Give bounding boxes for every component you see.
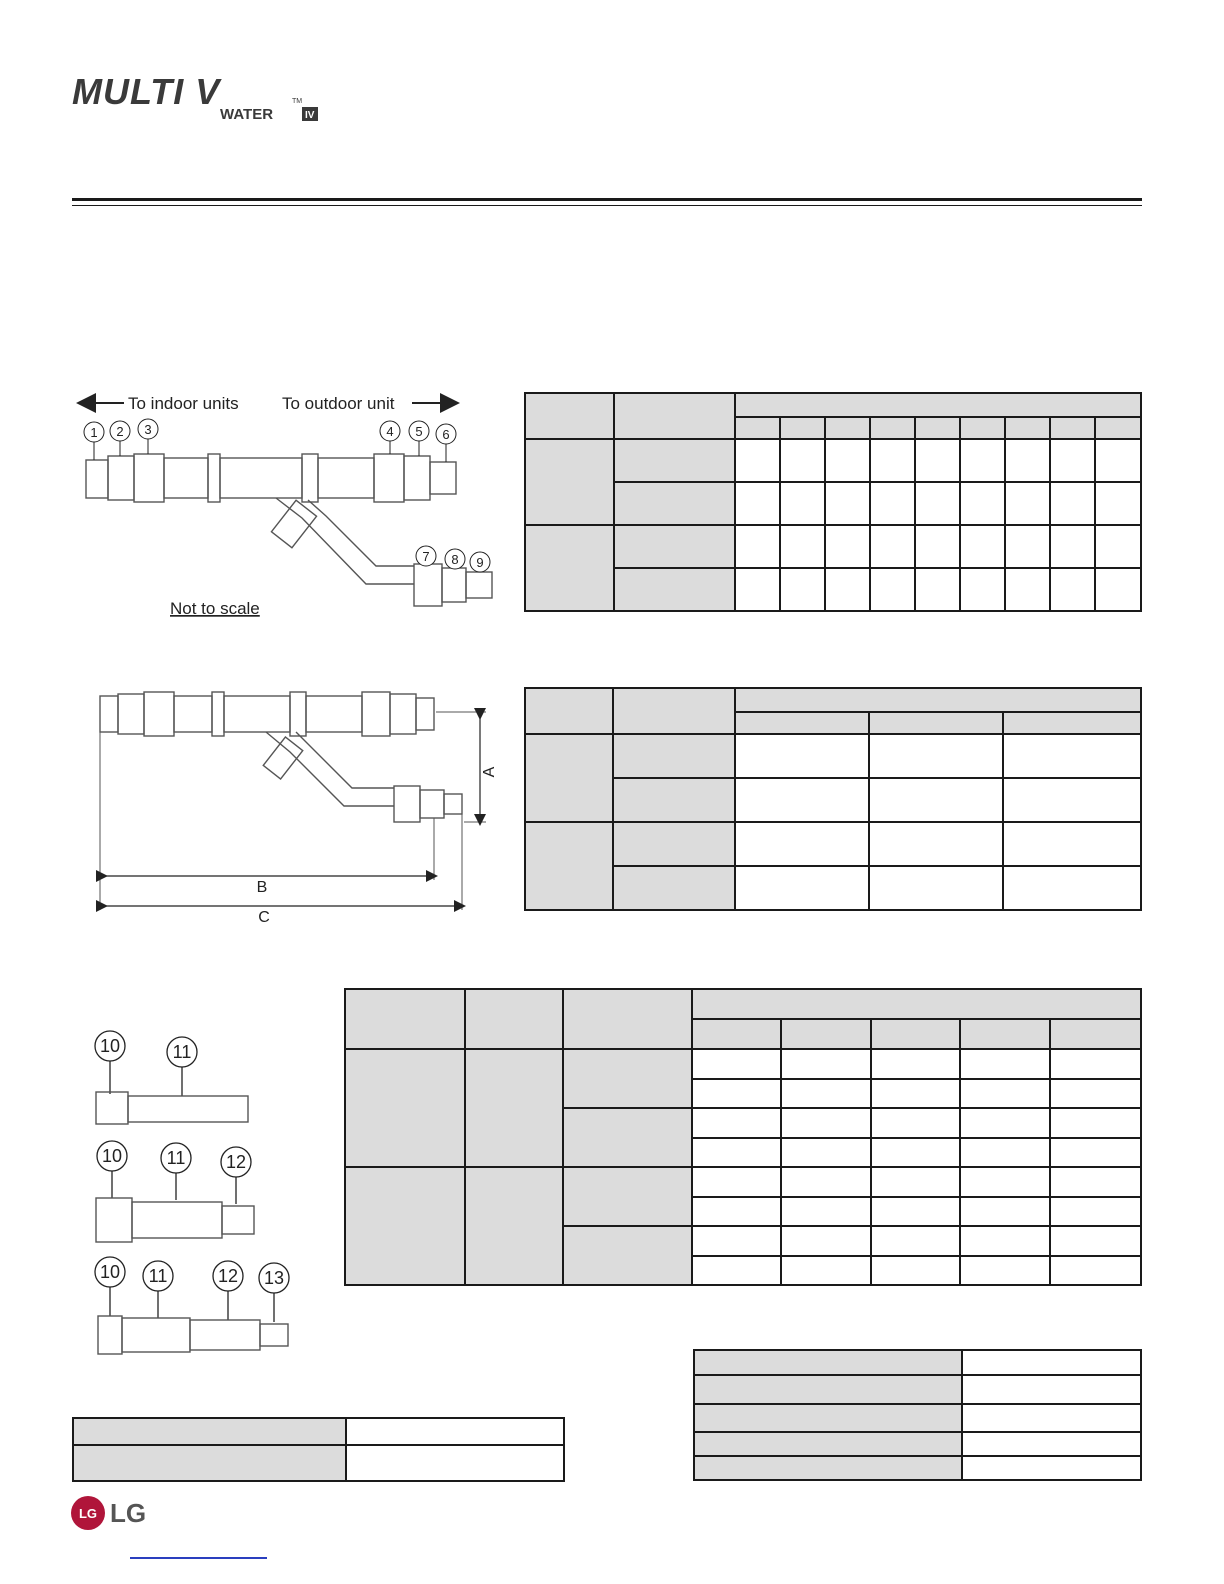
table-cell [694,1456,962,1480]
table-cell [960,439,1005,482]
table-cell [869,866,1003,910]
table-cell [870,417,915,439]
table-cell [692,1226,781,1256]
table-cell [1003,734,1141,778]
table-cell [613,734,735,778]
table-cell [735,439,780,482]
table-cell [781,1226,871,1256]
table-cell [614,525,735,568]
table-cell [563,1108,692,1167]
table-cell [614,482,735,525]
table-cell [735,568,780,611]
table-cell [525,822,613,910]
table-cell [1050,1167,1141,1197]
table-cell [614,439,735,482]
dimension-diagram [90,684,510,930]
callout-1 [84,422,104,460]
table-cell [871,1256,960,1285]
lg-logo [70,1494,160,1534]
table-cell [870,525,915,568]
table-cell [869,734,1003,778]
table-cell [780,417,825,439]
callout-3 [138,419,158,454]
svg-text:13: 13 [263,1268,285,1288]
svg-text:4: 4 [386,424,394,439]
table-cell [869,822,1003,866]
svg-text:5: 5 [415,424,423,439]
table-cell [780,482,825,525]
table-cell [735,822,869,866]
table-cell [1005,439,1050,482]
main-pipe [86,454,492,606]
table-cell [781,1256,871,1285]
table-cell [563,1049,692,1108]
table-cell [962,1375,1141,1404]
table-cell [346,1445,564,1481]
table-cell [345,1167,465,1285]
table-cell [960,417,1005,439]
table-cell [781,1108,871,1138]
callout-7 [416,546,436,566]
table-cell [870,439,915,482]
table-cell [1050,439,1095,482]
table-cell [960,1049,1050,1079]
table-cell [960,1226,1050,1256]
table-cell [563,1226,692,1285]
table-cell [962,1404,1141,1432]
table-cell [735,734,869,778]
table-cell [871,1167,960,1197]
table-cell [962,1350,1141,1375]
table-cell [1095,525,1141,568]
table-cell [825,525,870,568]
svg-text:12: 12 [225,1152,247,1172]
table-cell [960,525,1005,568]
table-cell [1050,1256,1141,1285]
table-cell [73,1418,346,1445]
table-cell [525,439,614,525]
table-cell [735,525,780,568]
table-cell [563,989,692,1049]
table-cell [694,1432,962,1456]
table-cell [465,1167,563,1285]
table-cell [781,1049,871,1079]
table-cell [692,989,1141,1019]
svg-text:11: 11 [172,1042,192,1062]
table-cell [825,417,870,439]
table-cell [962,1456,1141,1480]
table-cell [1050,568,1095,611]
table-cell [960,1019,1050,1049]
table-cell [345,1049,465,1167]
table-cell [525,688,613,734]
table-cell [694,1404,962,1432]
table-cell [780,568,825,611]
table-cell [1003,712,1141,734]
table-cell [825,568,870,611]
table-cell [1050,525,1095,568]
table-cell [735,712,869,734]
table-cell [1005,568,1050,611]
table-cell [613,688,735,734]
table-cell [735,688,1141,712]
reducer-diagrams [86,1028,306,1364]
table-cell [825,439,870,482]
table-cell [780,439,825,482]
header-rule-thin [72,205,1142,206]
table-cell [1050,1049,1141,1079]
not-to-scale-label: Not to scale [170,599,260,618]
table-cell [960,1108,1050,1138]
table-cell [1005,482,1050,525]
table-cell [345,989,465,1049]
table-cell [735,778,869,822]
table-cell [781,1019,871,1049]
table-cell [960,1197,1050,1226]
table-cell [1050,1079,1141,1108]
table-cell [613,822,735,866]
table-cell [871,1197,960,1226]
table-cell [525,393,614,439]
svg-text:10: 10 [101,1146,123,1166]
table-cell [614,393,735,439]
table-cell [960,482,1005,525]
callout-2 [110,421,130,456]
callout-6 [436,424,456,462]
table-cell [1050,1197,1141,1226]
table-cell [613,778,735,822]
table-cell [692,1019,781,1049]
table-cell [465,989,563,1049]
svg-text:8: 8 [451,552,459,567]
dim-b-label: B [256,879,268,896]
table-cell [1050,482,1095,525]
svg-text:11: 11 [166,1148,186,1168]
table-cell [735,417,780,439]
table-cell [871,1226,960,1256]
table-cell [781,1167,871,1197]
table-cell [915,417,960,439]
svg-text:3: 3 [144,422,152,437]
table-cell [781,1197,871,1226]
callout-9 [470,552,490,572]
footer-link-underline[interactable] [130,1557,267,1559]
table-cell [692,1138,781,1167]
table-cell [960,1167,1050,1197]
table-5 [693,1349,1142,1481]
table-cell [694,1375,962,1404]
table-cell [915,482,960,525]
table-cell [1050,1138,1141,1167]
trademark-text: TM [292,98,303,105]
table-cell [735,482,780,525]
table-cell [73,1445,346,1481]
table-cell [1050,417,1095,439]
table-cell [869,712,1003,734]
table-cell [1050,1019,1141,1049]
table-cell [465,1049,563,1167]
svg-text:11: 11 [148,1266,168,1286]
svg-text:10: 10 [99,1262,121,1282]
header-rule-thick [72,198,1142,201]
table-cell [960,1256,1050,1285]
table-cell [915,439,960,482]
table-cell [781,1079,871,1108]
table-cell [1003,822,1141,866]
table-cell [1050,1108,1141,1138]
dim-c-label: C [258,909,270,926]
logo-main-text: MULTI V [72,71,221,112]
table-cell [1095,568,1141,611]
svg-text:1: 1 [90,425,98,440]
table-cell [1095,417,1141,439]
table-cell [1050,1226,1141,1256]
table-cell [525,525,614,611]
table-cell [871,1108,960,1138]
table-cell [692,1049,781,1079]
reducer-row-1 [95,1031,248,1124]
table-cell [525,734,613,822]
table-cell [735,866,869,910]
table-cell [960,1079,1050,1108]
table-cell [825,482,870,525]
table-cell [871,1019,960,1049]
table-cell [346,1418,564,1445]
table-2 [524,687,1142,911]
callout-8 [445,549,465,569]
reducer-row-2 [96,1141,254,1242]
branch-coupling [271,500,316,548]
table-1 [524,392,1142,612]
svg-text:6: 6 [442,427,450,442]
table-cell [1095,439,1141,482]
lg-logo-text: LG [110,1498,147,1528]
table-cell [613,866,735,910]
svg-text:12: 12 [217,1266,239,1286]
table-cell [694,1350,962,1375]
table-cell [869,778,1003,822]
multi-v-water-logo [70,70,330,126]
table-cell [1005,525,1050,568]
table-cell [871,1079,960,1108]
dim-a-label: A [481,766,498,778]
table-cell [692,1256,781,1285]
logo-sub-text: WATER [220,106,274,123]
table-cell [870,482,915,525]
table-cell [692,1197,781,1226]
table-cell [871,1138,960,1167]
table-cell [780,525,825,568]
svg-text:9: 9 [476,555,484,570]
table-cell [563,1167,692,1226]
y-branch-diagram [76,388,506,628]
table-cell [1005,417,1050,439]
table-cell [1003,866,1141,910]
table-cell [1095,482,1141,525]
table-cell [915,525,960,568]
table-cell [692,1167,781,1197]
table-cell [692,1079,781,1108]
table-cell [870,568,915,611]
table-cell [614,568,735,611]
callout-5 [409,421,429,456]
table-cell [692,1108,781,1138]
logo-version-text: IV [305,110,315,121]
lg-logo-mark: LG [78,1506,98,1521]
table-3 [344,988,1142,1286]
callout-4 [380,421,400,454]
table-cell [962,1432,1141,1456]
svg-text:10: 10 [99,1036,121,1056]
svg-text:7: 7 [422,549,430,564]
table-cell [960,1138,1050,1167]
table-4 [72,1417,565,1482]
to-indoor-label: To indoor units [128,394,239,413]
table-cell [871,1049,960,1079]
table-cell [735,393,1141,417]
to-outdoor-label: To outdoor unit [282,394,395,413]
table-cell [915,568,960,611]
reducer-row-3 [95,1257,289,1354]
svg-text:2: 2 [116,424,124,439]
table-cell [781,1138,871,1167]
table-cell [960,568,1005,611]
table-cell [1003,778,1141,822]
